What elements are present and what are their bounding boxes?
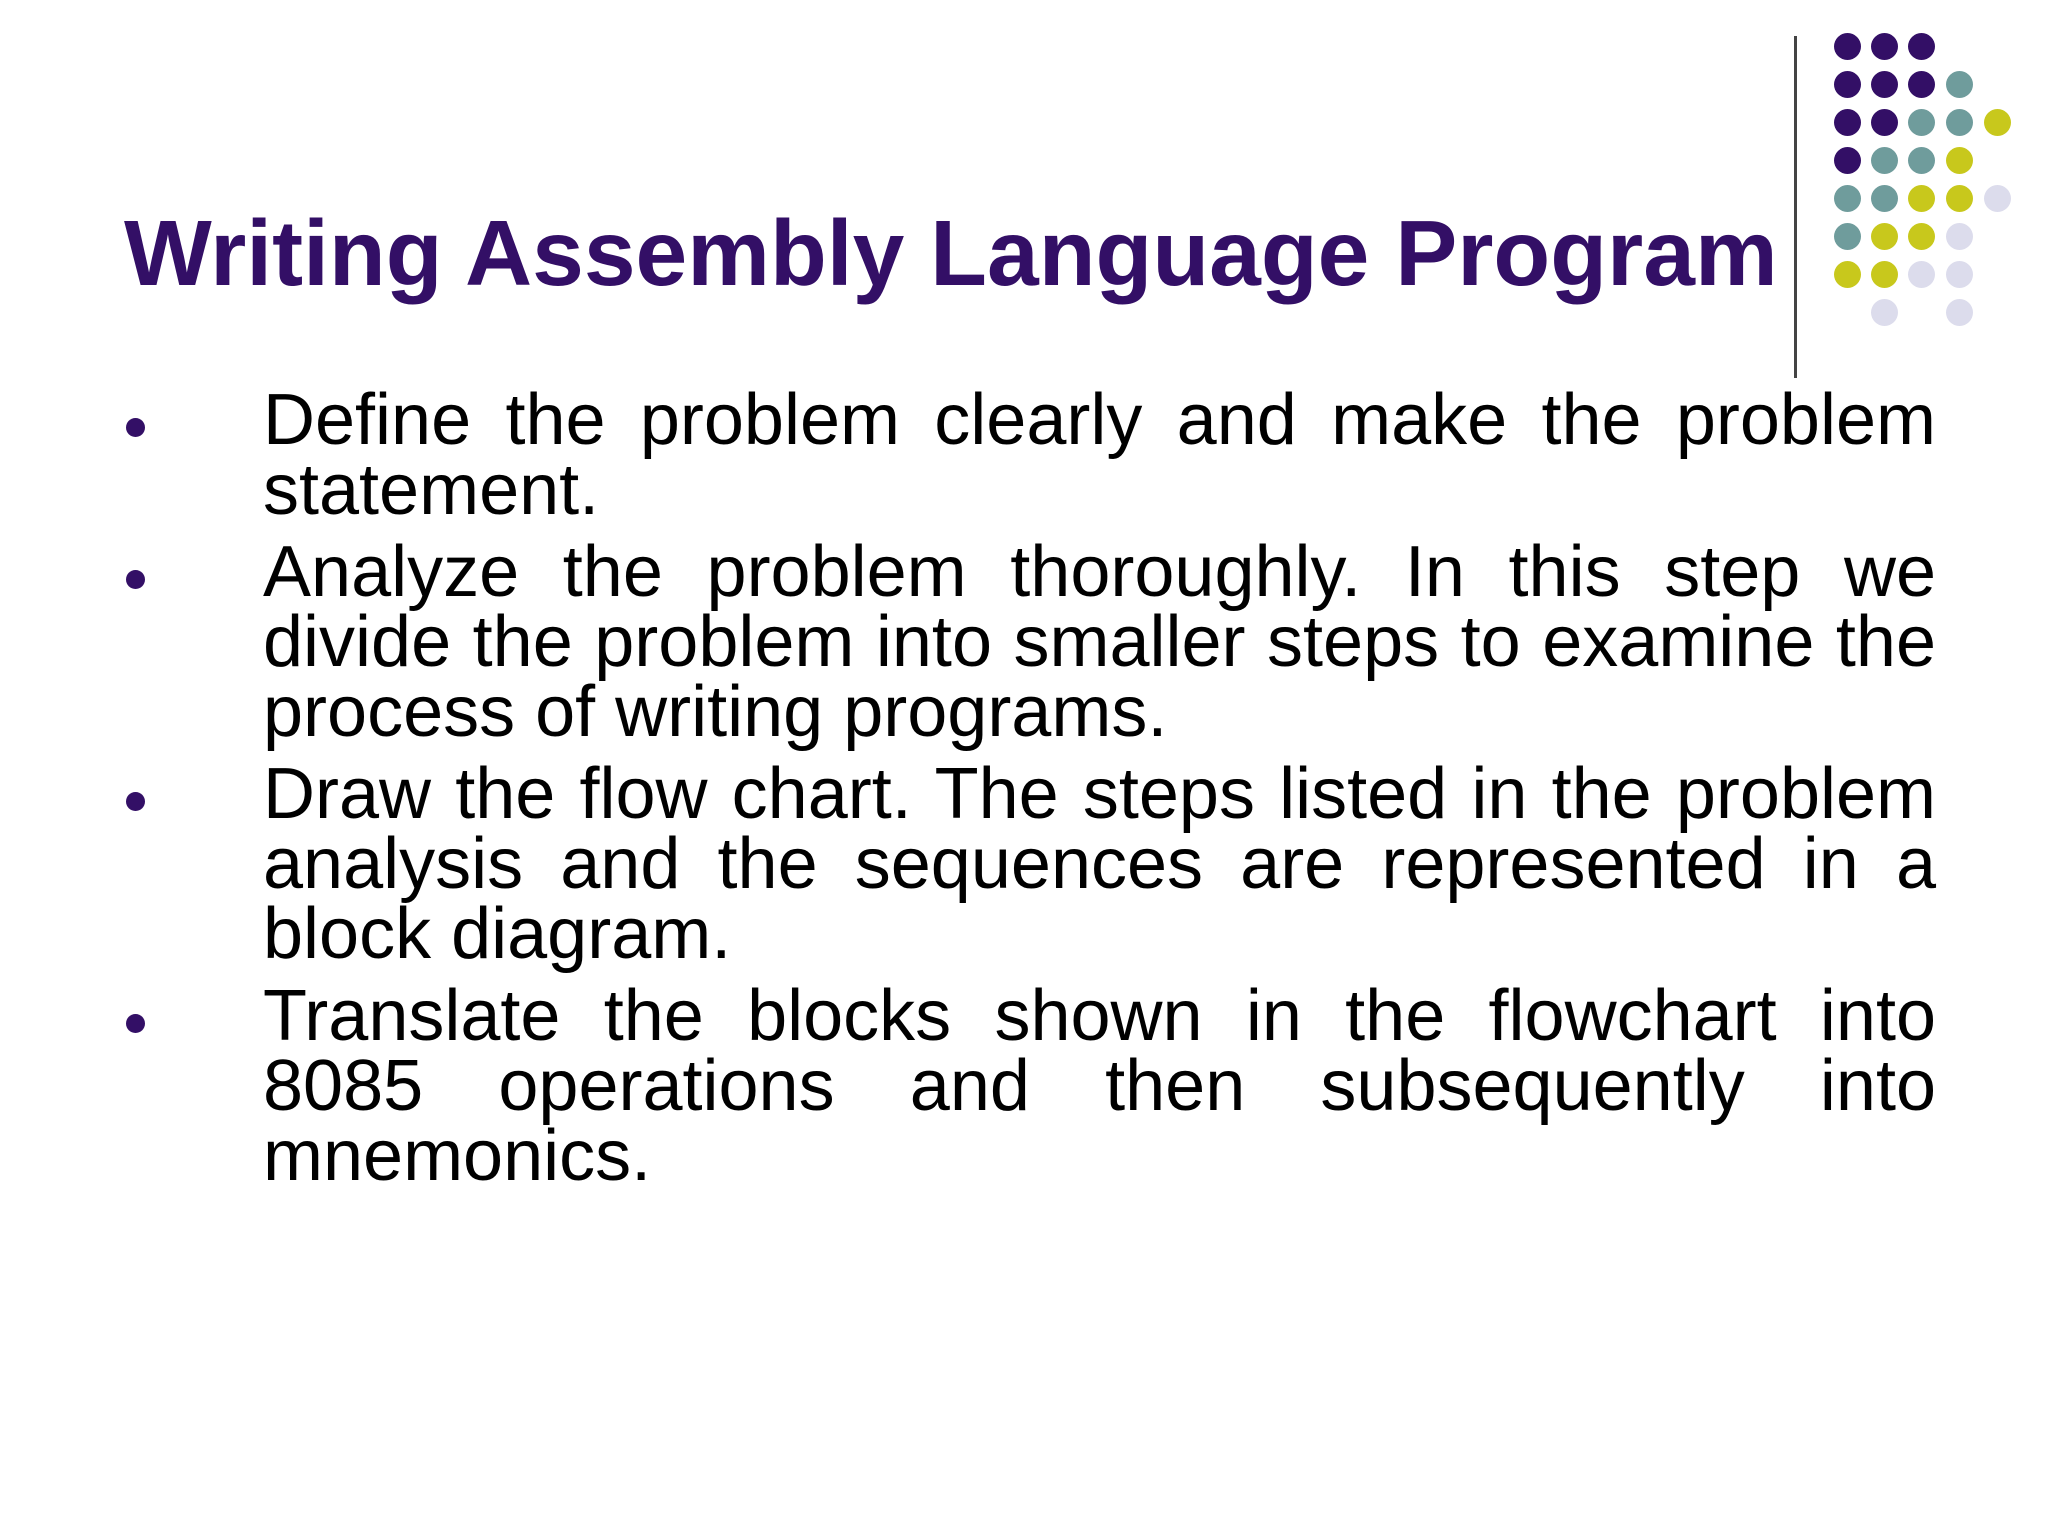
decor-dot — [1984, 185, 2011, 212]
bullet-dot-icon — [126, 1014, 145, 1033]
bullet-dot-icon — [126, 792, 145, 811]
decor-dot — [1946, 71, 1973, 98]
decor-dot — [1908, 185, 1935, 212]
decor-dot — [1946, 299, 1973, 326]
bullet-text: Define the problem clearly and make the problem statement. — [263, 380, 1936, 530]
decor-dot — [1871, 147, 1898, 174]
decor-dot — [1984, 109, 2011, 136]
bullet-dot-icon — [126, 418, 145, 437]
decor-dot — [1871, 33, 1898, 60]
bullet-list — [126, 380, 1936, 1203]
title-divider-line — [1794, 36, 1797, 378]
bullet-item — [126, 532, 1936, 752]
decor-dot — [1908, 33, 1935, 60]
decor-dot — [1908, 147, 1935, 174]
decor-dot — [1908, 71, 1935, 98]
bullet-text: Translate the blocks shown in the flowchart into 8085 operations and then subsequently into mnemonics. — [263, 976, 1936, 1196]
bullet-dot-icon — [126, 570, 145, 589]
decor-dot — [1834, 223, 1861, 250]
decor-dot — [1834, 261, 1861, 288]
decor-dot — [1946, 109, 1973, 136]
decor-dot — [1834, 147, 1861, 174]
decor-dot — [1908, 223, 1935, 250]
decor-dot — [1871, 299, 1898, 326]
decor-dot — [1946, 147, 1973, 174]
bullet-text: Analyze the problem thoroughly. In this step we divide the problem into smaller steps to examine the process of writing programs. — [263, 532, 1936, 752]
decor-dot — [1946, 223, 1973, 250]
decor-dot — [1871, 185, 1898, 212]
decor-dot — [1946, 261, 1973, 288]
bullet-item — [126, 976, 1936, 1196]
decor-dot — [1871, 71, 1898, 98]
decor-dot — [1871, 261, 1898, 288]
decor-dot — [1834, 185, 1861, 212]
slide-title: Writing Assembly Language Program — [124, 201, 1778, 305]
decor-dot — [1908, 109, 1935, 136]
decor-dot — [1834, 71, 1861, 98]
decor-dot — [1834, 109, 1861, 136]
bullet-item — [126, 754, 1936, 974]
bullet-item — [126, 380, 1936, 530]
decor-dot — [1908, 261, 1935, 288]
decor-dot — [1834, 33, 1861, 60]
decor-dot — [1871, 223, 1898, 250]
decor-dot — [1946, 185, 1973, 212]
decor-dot — [1871, 109, 1898, 136]
bullet-text: Draw the flow chart. The steps listed in the problem analysis and the sequences are represented in a block diagram. — [263, 754, 1936, 974]
